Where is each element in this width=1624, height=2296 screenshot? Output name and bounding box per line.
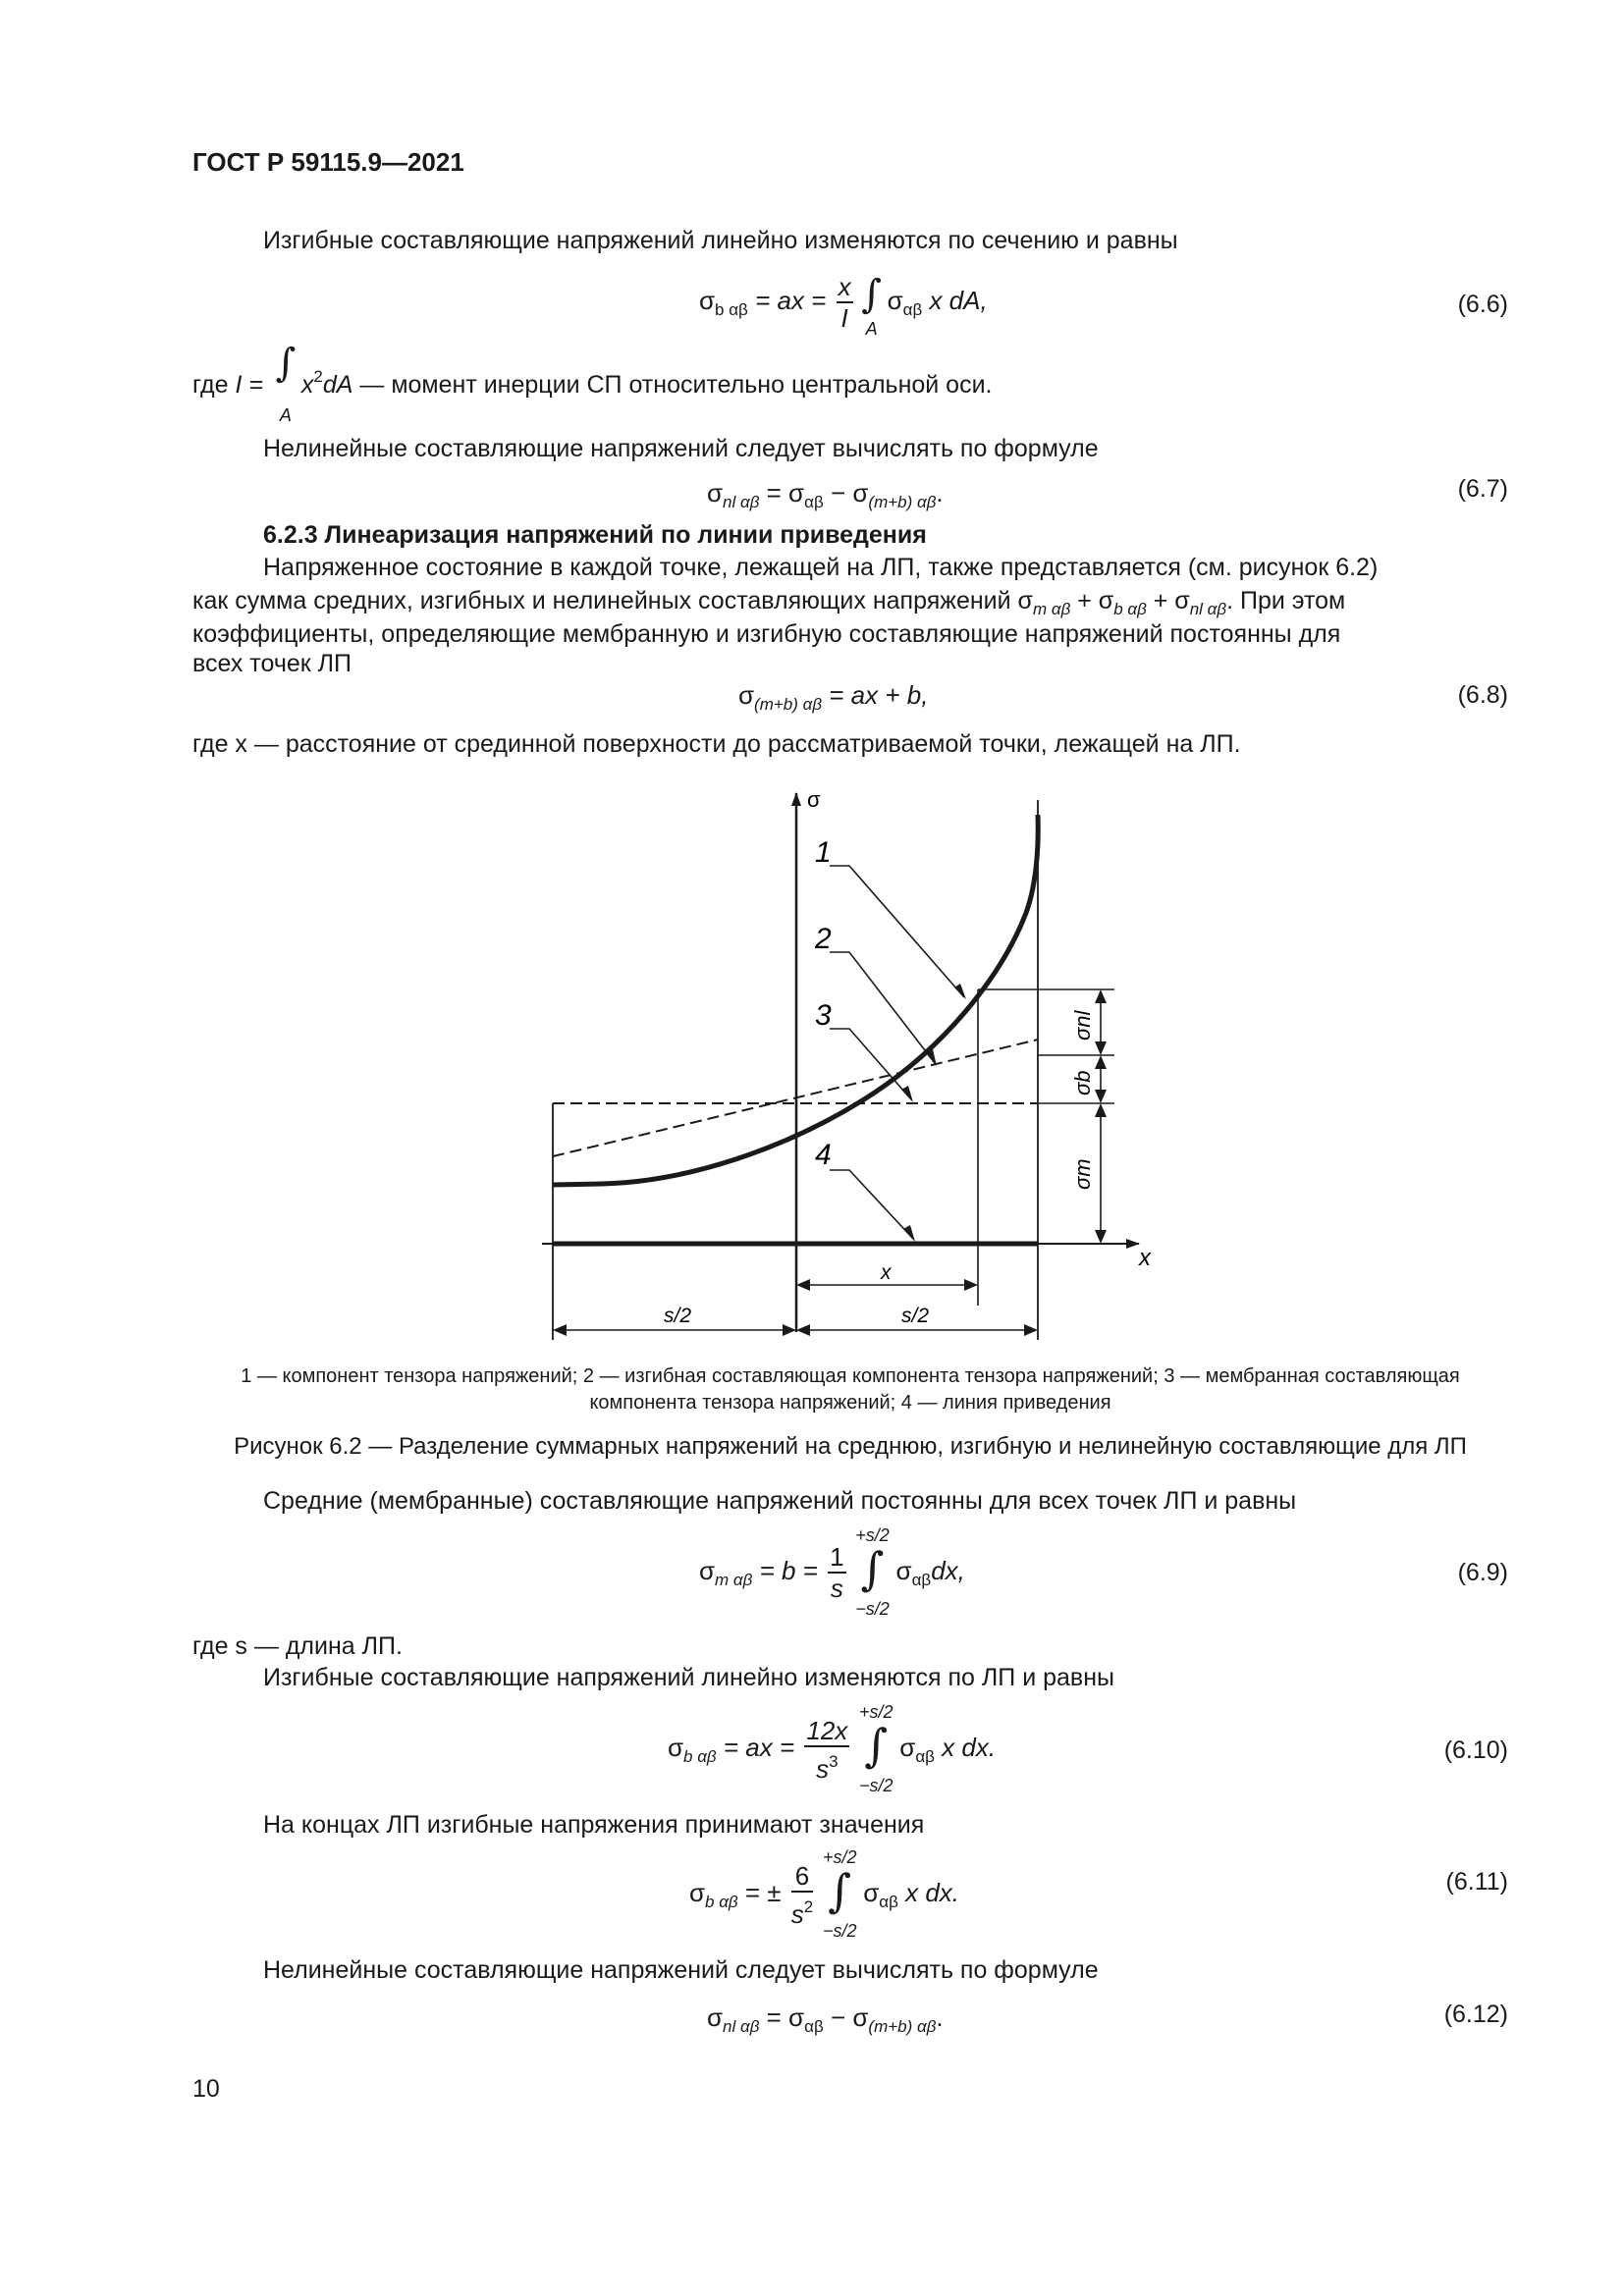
sigma-nl-label: σnl: [1070, 1010, 1095, 1041]
paragraph-nonlinear-2: Нелинейные составляющие напряжений следует вычислять по формуле: [263, 1956, 1099, 1984]
page-number: 10: [192, 2075, 220, 2103]
section-heading: 6.2.3 Линеаризация напряжений по линии приведения: [263, 521, 927, 549]
integral-sign: +s/2 ∫ −s/2: [859, 1702, 893, 1795]
figure-label-3: 3: [815, 999, 832, 1032]
paragraph-bending-lp: Изгибные составляющие напряжений линейно изменяются по ЛП и равны: [263, 1664, 1114, 1691]
leader-4: [830, 1170, 913, 1239]
paragraph-ends: На концах ЛП изгибные напряжения принимают значения: [263, 1811, 925, 1839]
paragraph-stress-state-line4: всех точек ЛП: [192, 650, 352, 677]
sigma-m-label: σm: [1070, 1158, 1095, 1190]
leader-1: [830, 866, 964, 997]
x-axis-label: x: [1139, 1245, 1151, 1271]
x-dimension-label: x: [881, 1261, 892, 1284]
sigma-b-label: σb: [1070, 1070, 1095, 1095]
sigma-axis-label: σ: [807, 787, 821, 812]
equation-6-8: $\sigma_{(m+b) \alpha\beta}$ = ax + b,: [738, 680, 929, 714]
equation-6-6: $\sigma_{b \alpha\beta}$ = ax = $\frac{x}{I}$ ∫ A $\sigma_{\alpha\beta}$ x dA,: [699, 265, 988, 340]
figure-caption-line2: компонента тензора напряжений; 4 — линия приведения: [589, 1392, 1111, 1414]
equation-6-10: $\sigma_{b \alpha\beta}$ = ax = $\frac{12x}{s^3}$ +s/2 ∫ −s/2 $\sigma_{\alpha\beta}$ x dx.: [668, 1702, 997, 1795]
equation-6-9: $\sigma_{m \alpha\beta} = b$ = $\frac{1}{s}$ +s/2 ∫ −s/2 $\sigma_{\alpha\beta}dx$,: [699, 1525, 965, 1619]
figure-6-2-diagram: [0, 775, 1624, 1364]
integral-sign: ∫ A: [861, 272, 882, 339]
integral-sign: +s/2 ∫ −s/2: [822, 1847, 857, 1941]
figure-caption-line1: 1 — компонент тензора напряжений; 2 — изгибная составляющая компонента тензора напряжений; 3 — мембранная составляющая: [241, 1365, 1460, 1387]
equation-6-7: $\sigma_{nl \alpha\beta} = \sigma_{\alpha\beta} - \sigma_{(m+b) \alpha\beta}$.: [707, 478, 944, 511]
equation-number-6-6: (6.6): [1457, 291, 1508, 318]
standard-header: ГОСТ Р 59115.9—2021: [192, 147, 464, 177]
figure-title: Рисунок 6.2 — Разделение суммарных напряжений на среднюю, изгибную и нелинейную составляющие для ЛП: [234, 1433, 1467, 1460]
paragraph-membrane: Средние (мембранные) составляющие напряжений постоянны для всех точек ЛП и равны: [263, 1487, 1297, 1515]
equation-number-6-8: (6.8): [1457, 681, 1508, 709]
s2-left-label: s/2: [664, 1305, 692, 1327]
paragraph-stress-state-line3: коэффициенты, определяющие мембранную и изгибную составляющие напряжений постоянны для: [192, 620, 1341, 648]
paragraph-nonlinear-1: Нелинейные составляющие напряжений следует вычислять по формуле: [263, 435, 1099, 462]
paragraph-stress-state-line1: Напряженное состояние в каждой точке, лежащей на ЛП, также представляется (см. рисунок 6.2): [263, 554, 1379, 581]
equation-6-12: $\sigma_{nl \alpha\beta} = \sigma_{\alpha\beta} - \sigma_{(m+b) \alpha\beta}$.: [707, 2002, 944, 2036]
paragraph-stress-state-line2: как сумма средних, изгибных и нелинейных составляющих напряжений $\sigma_{m \alpha\beta} + \sigma_{b \alpha\beta} + \sigma_{nl \alpha\beta}$. При этом: [192, 587, 1346, 618]
where-s-length: где s — длина ЛП.: [192, 1632, 403, 1660]
paragraph-bending-section: Изгибные составляющие напряжений линейно изменяются по сечению и равны: [263, 227, 1178, 254]
equation-number-6-11: (6.11): [1445, 1868, 1508, 1896]
leader-3: [830, 1029, 911, 1099]
where-x-distance: где x — расстояние от срединной поверхности до рассматриваемой точки, лежащей на ЛП.: [192, 730, 1241, 758]
figure-label-2: 2: [815, 923, 832, 955]
leader-2: [830, 952, 935, 1063]
equation-number-6-9: (6.9): [1457, 1559, 1508, 1586]
equation-number-6-10: (6.10): [1443, 1736, 1508, 1764]
equation-number-6-12: (6.12): [1443, 2001, 1508, 2028]
equation-6-11: $\sigma_{b \alpha\beta}$ = ± $\frac{6}{s^2}$ +s/2 ∫ −s/2 $\sigma_{\alpha\beta}$ x dx.: [689, 1847, 960, 1941]
s2-right-label: s/2: [901, 1305, 930, 1327]
equation-number-6-7: (6.7): [1457, 475, 1508, 503]
figure-label-4: 4: [815, 1139, 832, 1171]
figure-label-1: 1: [815, 836, 832, 869]
where-inertia-line: где I = ∫ A $x^2dA$ — момент инерции СП относительно центральной оси.: [192, 341, 993, 425]
integral-sign: +s/2 ∫ −s/2: [855, 1525, 890, 1619]
